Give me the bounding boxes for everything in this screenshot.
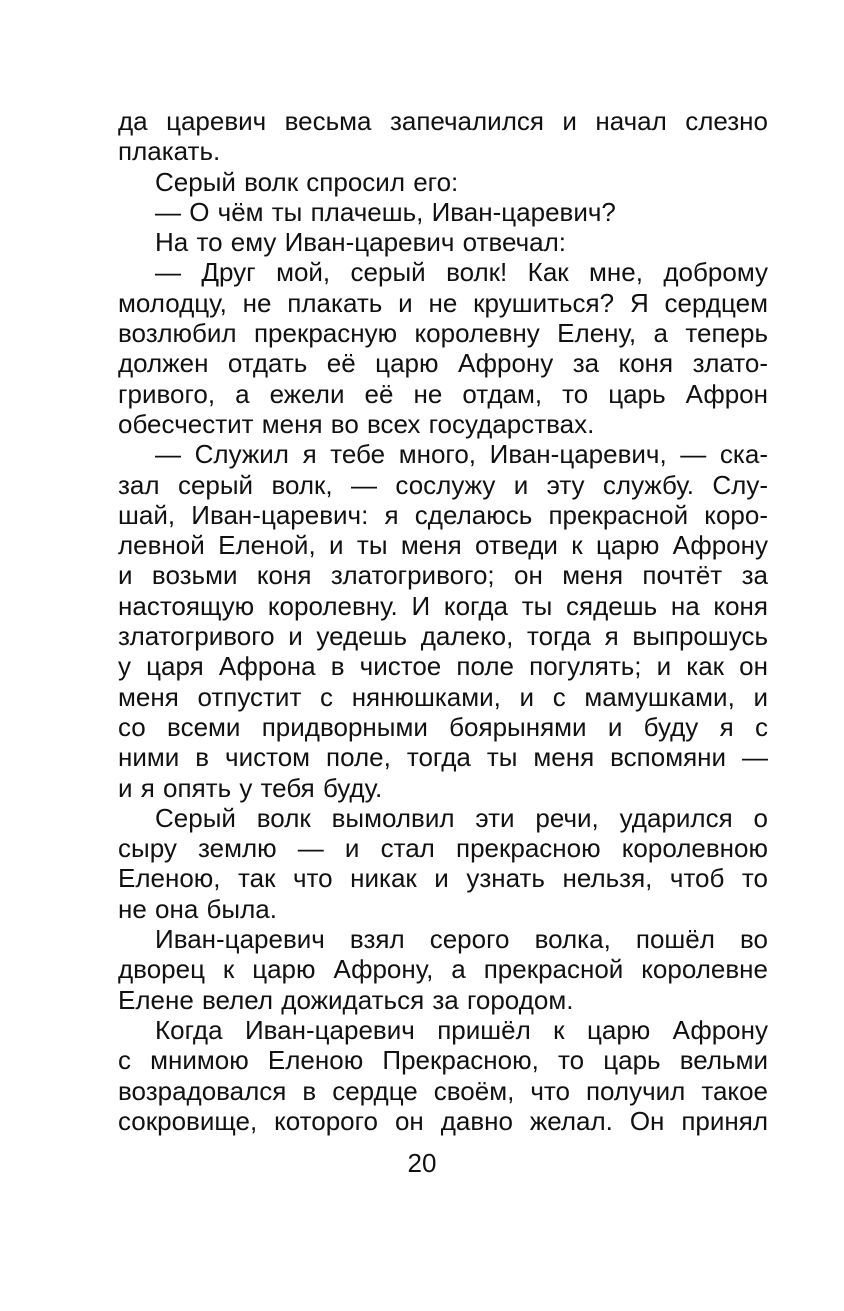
text-line-29: дворец к царю Афрону, а прекрасной королевне [118, 954, 768, 985]
text-line-18: златогривого и уедешь далеко, тогда я выпрошусь [118, 621, 768, 652]
text-line-9: должен отдать её царю Афрону за коня злато- [118, 348, 768, 379]
text-line-14: шай, Иван-царевич: я сделаюсь прекрасной коро- [118, 499, 768, 530]
text-line-26: Еленою, так что никак и узнать нельзя, чтоб то [118, 863, 768, 894]
text-line-5: На то ему Иван-царевич отвечал: [155, 227, 566, 258]
text-line-21: со всеми придворными боярынями и буду я с [118, 711, 768, 742]
text-line-3: Серый волк спросил его: [155, 166, 459, 197]
text-line-30: Елене велел дожидаться за городом. [118, 984, 574, 1015]
text-line-27: не она была. [118, 893, 277, 924]
text-line-19: у царя Афрона в чистое поле погулять; и как он [118, 651, 768, 682]
text-line-17: настоящую королевну. И когда ты сядешь на коня [118, 590, 768, 621]
text-line-11: обесчестит меня во всех государствах. [118, 408, 595, 439]
text-line-12: — Служил я тебе много, Иван-царевич, — ска- [155, 439, 768, 470]
text-line-15: левной Еленой, и ты меня отведи к царю Афрону [118, 530, 768, 561]
text-line-25: сыру землю — и стал прекрасною королевною [118, 833, 768, 864]
text-line-2: плакать. [118, 136, 221, 167]
text-line-13: зал серый волк, — сослужу и эту службу. Слу- [118, 469, 768, 500]
text-line-8: возлюбил прекрасную королевну Елену, а теперь [118, 318, 768, 349]
text-line-24: Серый волк вымолвил эти речи, ударился о [155, 802, 768, 833]
text-line-4: — О чём ты плачешь, Иван-царевич? [155, 196, 616, 227]
text-line-7: молодцу, не плакать и не крушиться? Я сердцем [118, 287, 768, 318]
text-line-6: — Друг мой, серый волк! Как мне, доброму [155, 257, 768, 288]
text-line-16: и возьми коня златогривого; он меня почтёт за [118, 560, 768, 591]
text-line-20: меня отпустит с нянюшками, и с мамушками, и [118, 681, 768, 712]
text-line-10: гривого, а ежели её не отдам, то царь Афрон [118, 378, 768, 409]
text-line-1: да царевич весьма запечалился и начал слезно [118, 106, 768, 136]
text-line-22: ними в чистом поле, тогда ты меня вспомяни — [118, 742, 768, 773]
text-line-33: возрадовался в сердце своём, что получил такое [118, 1075, 768, 1106]
text-line-23: и я опять у тебя буду. [118, 772, 383, 803]
text-line-32: с мнимою Еленою Прекрасною, то царь вельми [118, 1045, 768, 1076]
page-number: 20 [407, 1148, 437, 1178]
text-line-28: Иван-царевич взял серого волка, пошёл во [155, 924, 768, 955]
text-body [118, 106, 768, 1136]
text-line-34: сокровище, которого он давно желал. Он принял [118, 1105, 768, 1136]
text-line-31: Когда Иван-царевич пришёл к царю Афрону [155, 1014, 768, 1045]
